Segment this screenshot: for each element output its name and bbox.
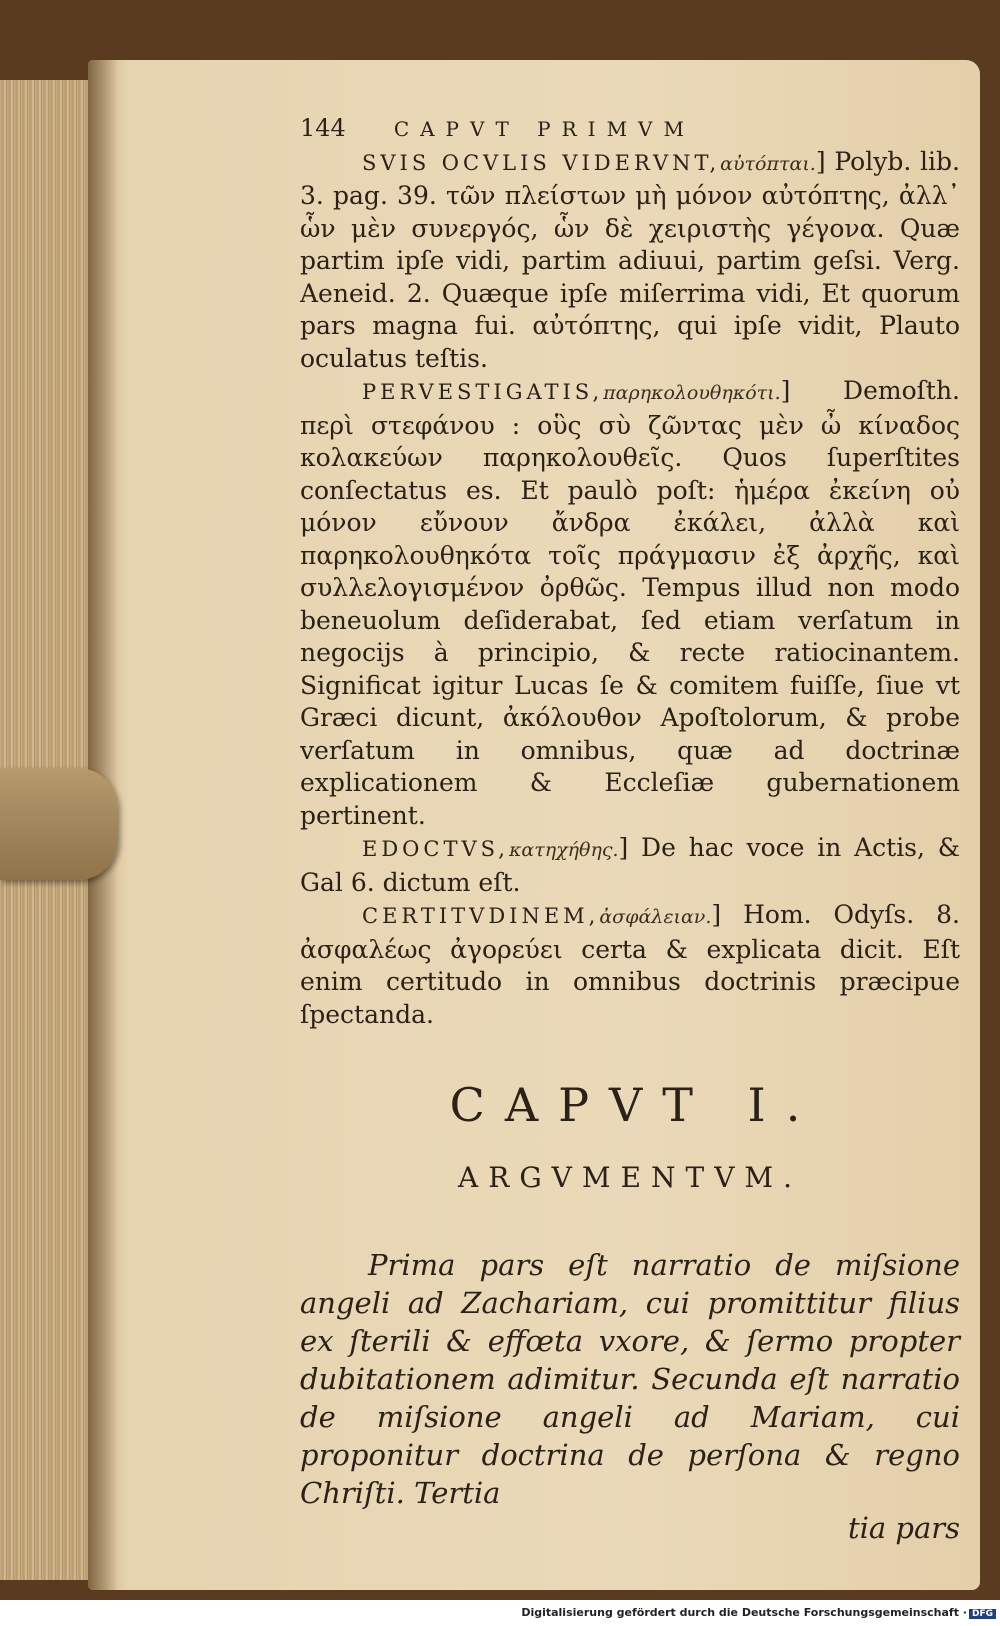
digitization-credit: [521, 1606, 996, 1619]
page-text: [300, 112, 960, 1545]
running-head: [300, 112, 960, 146]
greek-lemma: παρηκολουθηκότι.: [603, 382, 781, 404]
greek-lemma: κατηχήθης.: [508, 839, 619, 861]
lemma: SVIS OCVLIS VIDERVNT,: [362, 150, 721, 175]
running-title: CAPVT PRIMVM: [393, 117, 695, 141]
catchword: tia pars: [847, 1511, 960, 1545]
bookmark-ribbon: [0, 768, 118, 880]
chapter-heading: CAPVT I.: [449, 1078, 821, 1132]
paragraph-text: ] Polyb. lib. 3. pag. 39. τῶν πλείστων μὴ μόνον αὐτόπτης, ἀλλ᾽ ὧν μὲν συνεργός, ὧν δὲ χειριστὴς γέγονα. Quæ partim ipſe vidi, partim adiuui, partim geſsi. Verg. Aeneid. 2. Quæque ipſe miſerrima vidi, Et quorum pars magna fui. αὐτόπτης, qui ipſe vidit, Plauto oculatus teſtis.: [300, 146, 960, 373]
paragraph-text: ] Hom. Odyſs. 8. ἀσφαλέως ἀγορεύει certa & explicata dicit. Eſt enim certitudo in omnibus doctrinis præcipue ſpectanda.: [300, 900, 960, 1029]
credit-text: Digitalisierung gefördert durch die Deutsche Forschungsgemeinschaft ·: [521, 1606, 967, 1619]
paragraph-text: ] Demoſth. περὶ στεφάνου : οὓς σὺ ζῶντας μὲν ὦ κίναδος κολακεύων παρηκολουθεῖς. Quos ſuperſtites conſectatus es. Et paulò poſt: ἡμέρα ἐκείνη οὐ μόνον εὔνουν ἄνδρα ἐκάλει, ἀλλὰ καὶ παρηκολουθηκότα τοῖς πράγμασιν ἐξ ἀρχῆς, καὶ συλλελογισμένον ὀρθῶς. Tempus illud non modo beneuolum deſiderabat, ſed etiam verſatum in negocijs à principio, & recte ratiocinantem. Significat igitur Lucas ſe & comitem fuiſſe, ſiue vt Græci dicunt, ἀκόλουθον Apoſtolorum, & probe verſatum in omnibus, quæ ad doctrinæ explicationem & Eccleſiæ gubernationem pertinent.: [300, 376, 960, 830]
lemma: CERTITVDINEM,: [362, 904, 600, 928]
paragraph-text: ] De hac voce in Actis, & Gal 6. dictum eſt.: [300, 833, 960, 897]
commentary-paragraph: [300, 899, 960, 1031]
page-number: 144: [300, 114, 346, 142]
greek-lemma: ἀσφάλειαν.: [599, 906, 712, 928]
greek-lemma: αὐτόπται.: [720, 152, 816, 175]
lemma: EDOCTVS,: [362, 837, 509, 861]
commentary-paragraph: [300, 832, 960, 899]
commentary-paragraph: [300, 146, 960, 376]
lemma: PERVESTIGATIS,: [362, 380, 604, 404]
argument-text: Prima pars eſt narratio de miſsione angeli ad Zachariam, cui promittitur filius ex ſterili & effœta vxore, & ſermo propter dubitationem adimitur. Secunda eſt narratio de miſsione angeli ad Mariam, cui proponitur doctrina de perſona & regno Chriſti. Tertia: [300, 1248, 960, 1510]
dfg-logo: DFG: [969, 1609, 996, 1619]
argument-heading: ARGVMENTVM.: [458, 1160, 802, 1194]
commentary-paragraph: [300, 375, 960, 832]
